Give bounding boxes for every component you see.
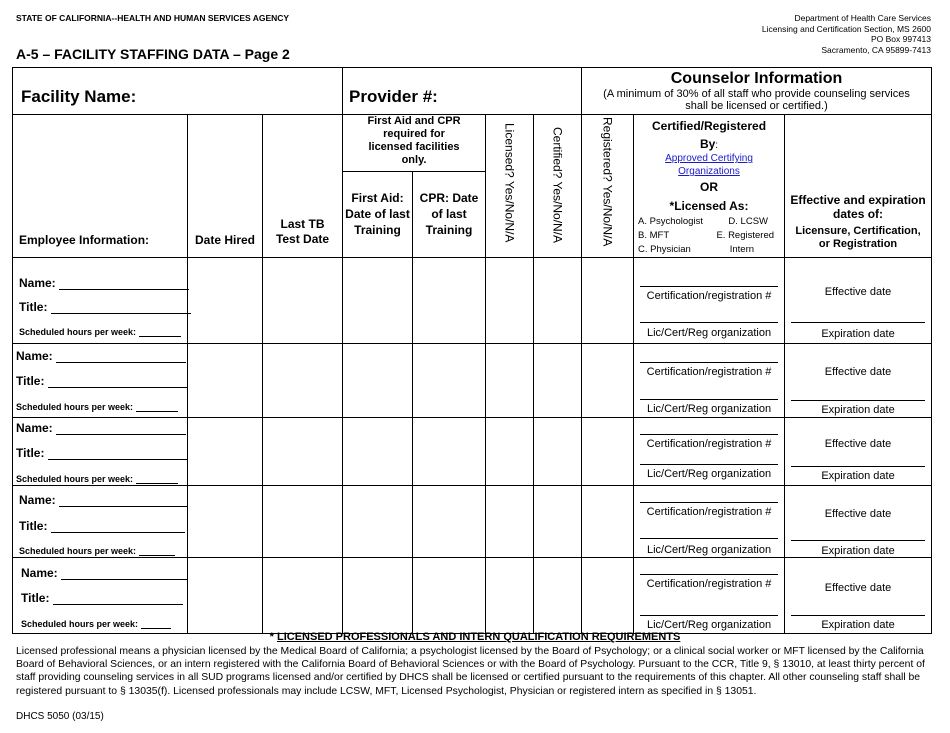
employee-info-cell[interactable]	[13, 344, 188, 418]
hours-input[interactable]	[139, 324, 181, 337]
org-label: Lic/Cert/Reg organization	[646, 327, 772, 339]
first-aid-cell[interactable]	[343, 486, 413, 558]
facility-name-label: Facility Name:	[21, 87, 137, 106]
licensed-as-label: Licensed As:	[674, 199, 749, 213]
name-input[interactable]	[59, 494, 187, 507]
cert-reg-cell[interactable]	[634, 558, 785, 634]
org-label: Lic/Cert/Reg organization	[646, 619, 772, 631]
last-tb-cell[interactable]	[263, 418, 343, 486]
agency-name: STATE OF CALIFORNIA--HEALTH AND HUMAN SERVICES AGENCY	[16, 13, 290, 23]
licensed-cell[interactable]	[486, 486, 534, 558]
expiration-date-label: Expiration date	[821, 470, 895, 482]
date-hired-cell[interactable]	[188, 558, 263, 634]
expiration-date-label: Expiration date	[821, 619, 895, 631]
title-input[interactable]	[51, 520, 185, 533]
first-aid-cell[interactable]	[343, 344, 413, 418]
cert-reg-cell[interactable]	[634, 258, 785, 344]
cpr-header	[413, 171, 486, 257]
hours-input[interactable]	[136, 471, 178, 484]
cert-number-label: Certification/registration #	[646, 506, 772, 518]
dates-cell[interactable]	[785, 418, 932, 486]
employee-info-label: Employee Information:	[19, 233, 150, 247]
staffing-table	[12, 67, 932, 634]
certified-header	[534, 115, 582, 258]
cert-number-label: Certification/registration #	[646, 366, 772, 378]
counselor-info-header	[582, 68, 932, 115]
option-b: B. MFT	[638, 230, 670, 241]
last-tb-cell[interactable]	[263, 486, 343, 558]
employee-row	[13, 344, 932, 418]
first-aid-cell[interactable]	[343, 258, 413, 344]
hours-label: Scheduled hours per week:	[19, 546, 137, 556]
registered-cell[interactable]	[582, 344, 634, 418]
title-input[interactable]	[53, 592, 183, 605]
org-label: Lic/Cert/Reg organization	[646, 403, 772, 415]
last-tb-cell[interactable]	[263, 558, 343, 634]
title-label: Title:	[16, 374, 45, 388]
certified-cell[interactable]	[534, 258, 582, 344]
first-aid-cpr-header	[343, 115, 486, 172]
hours-label: Scheduled hours per week:	[16, 474, 134, 484]
cpr-cell[interactable]	[413, 558, 486, 634]
name-label: Name:	[21, 566, 58, 580]
employee-row	[13, 486, 932, 558]
last-tb-cell[interactable]	[263, 258, 343, 344]
title-label: Title:	[21, 591, 50, 605]
licensed-as-star: *	[669, 199, 675, 213]
cpr-cell[interactable]	[413, 344, 486, 418]
date-hired-cell[interactable]	[188, 258, 263, 344]
name-input[interactable]	[56, 350, 186, 363]
hours-label: Scheduled hours per week:	[19, 327, 137, 337]
effective-date-label: Effective date	[824, 438, 892, 450]
footer-heading-text: LICENSED PROFESSIONALS AND INTERN QUALIFICATION REQUIREMENTS	[276, 631, 681, 643]
option-c: C. Physician	[638, 244, 691, 255]
dates-cell[interactable]	[785, 558, 932, 634]
dept-pobox: PO Box 997413	[870, 34, 931, 44]
last-tb-label: Last TB Test Date	[275, 217, 330, 246]
effective-date-label: Effective date	[824, 366, 892, 378]
footer-star: *	[269, 631, 274, 643]
first-aid-header	[343, 171, 413, 257]
certified-cell[interactable]	[534, 486, 582, 558]
employee-info-cell[interactable]	[13, 418, 188, 486]
first-aid-cell[interactable]	[343, 418, 413, 486]
cert-reg-header	[634, 115, 785, 258]
date-hired-cell[interactable]	[188, 486, 263, 558]
cert-reg-label: Certified/Registered	[652, 119, 767, 133]
by-label: By	[699, 137, 716, 151]
hours-label: Scheduled hours per week:	[21, 619, 139, 629]
expiration-date-label: Expiration date	[821, 328, 895, 340]
org-label: Lic/Cert/Reg organization	[646, 544, 772, 556]
title-label: Title:	[16, 446, 45, 460]
cert-reg-cell[interactable]	[634, 344, 785, 418]
counselor-note: (A minimum of 30% of all staff who provide counseling services shall be licensed or certified.)	[603, 88, 910, 112]
option-d: D. LCSW	[728, 216, 769, 227]
first-aid-cpr-label: First Aid and CPR required for licensed facilities only.	[367, 115, 461, 166]
registered-cell[interactable]	[582, 486, 634, 558]
licensure-label: Licensure, Certification, or Registration	[795, 225, 921, 250]
name-label: Name:	[19, 276, 56, 290]
employee-row	[13, 418, 932, 486]
licensed-cell[interactable]	[486, 418, 534, 486]
option-a: A. Psychologist	[638, 216, 703, 227]
effective-dates-header	[785, 115, 932, 258]
dept-section: Licensing and Certification Section, MS 2600	[761, 23, 931, 34]
last-tb-header	[263, 115, 343, 258]
expiration-date-label: Expiration date	[821, 545, 895, 557]
approved-orgs-link[interactable]: Approved Certifying Organizations	[665, 153, 753, 177]
provider-number-field[interactable]	[343, 68, 582, 115]
option-e: E. Registered	[716, 230, 775, 241]
name-input[interactable]	[59, 277, 189, 290]
employee-row	[13, 558, 932, 634]
cert-reg-cell[interactable]	[634, 486, 785, 558]
dates-cell[interactable]	[785, 486, 932, 558]
certified-cell[interactable]	[534, 344, 582, 418]
cert-number-label: Certification/registration #	[646, 578, 772, 590]
cert-number-label: Certification/registration #	[646, 438, 772, 450]
date-hired-label: Date Hired	[194, 233, 256, 247]
certified-cell[interactable]	[534, 558, 582, 634]
department-address	[762, 13, 931, 55]
license-options	[634, 213, 784, 257]
footer-heading	[0, 631, 950, 643]
dates-cell[interactable]	[785, 258, 932, 344]
registered-cell[interactable]	[582, 418, 634, 486]
last-tb-cell[interactable]	[263, 344, 343, 418]
dept-city: Sacramento, CA 95899-7413	[821, 44, 931, 55]
effective-date-label: Effective date	[824, 508, 892, 520]
expiration-date-label: Expiration date	[821, 404, 895, 416]
name-input[interactable]	[61, 567, 187, 580]
employee-row	[13, 258, 932, 344]
date-hired-header	[188, 115, 263, 258]
registered-cell[interactable]	[582, 558, 634, 634]
certified-cell[interactable]	[534, 418, 582, 486]
registered-cell[interactable]	[582, 258, 634, 344]
cpr-cell[interactable]	[413, 258, 486, 344]
employee-info-header	[13, 115, 188, 258]
counselor-title: Counselor Information	[670, 70, 843, 87]
name-label: Name:	[16, 421, 53, 435]
option-e-intern: Intern	[729, 244, 755, 255]
hours-input[interactable]	[136, 399, 178, 412]
effective-date-label: Effective date	[824, 286, 892, 298]
date-hired-cell[interactable]	[188, 418, 263, 486]
or-label: OR	[700, 180, 719, 194]
effective-date-label: Effective date	[824, 582, 892, 594]
hours-input[interactable]	[139, 543, 175, 556]
title-label: Title:	[19, 300, 48, 314]
certified-label: Certified? Yes/No/N/A	[550, 127, 565, 244]
footer-body: Licensed professional means a physician licensed by the Medical Board of California; a psychologist licensed by the Board of Psychology; or a clinical social worker or MFT licensed by the California Board of Behavioral Sciences, or an intern registered with the California Board of Behavioral Sciences or with the Board of Psychology. Pursuant to the CCR, Title 9, § 13010, at least thirty percent of staff providing counseling services in all SUD programs licensed and/or certified by DHCS shall be licensed or certified pursuant to the requirements of this chapter. All other counseling staff shall be registered pursuant to § 13035(f). Licensed professionals may include LCSW, MFT, Licensed Psychologist, Physician or registered intern as specified in § 13051.	[16, 646, 925, 697]
provider-label: Provider #:	[349, 87, 438, 106]
hours-input[interactable]	[141, 616, 171, 629]
cpr-cell[interactable]	[413, 486, 486, 558]
title-input[interactable]	[51, 301, 191, 314]
dates-cell[interactable]	[785, 344, 932, 418]
registered-label: Registered? Yes/No/N/A	[600, 117, 615, 247]
cert-reg-cell[interactable]	[634, 418, 785, 486]
title-label: Title:	[19, 519, 48, 533]
licensed-label: Licensed? Yes/No/N/A	[502, 123, 517, 243]
licensed-cell[interactable]	[486, 258, 534, 344]
hours-label: Scheduled hours per week:	[16, 402, 134, 412]
title-input[interactable]	[48, 447, 188, 460]
by-colon: :	[715, 140, 719, 151]
first-aid-label: First Aid: Date of last Training	[345, 191, 410, 238]
effective-label: Effective and expiration dates of:	[790, 193, 926, 221]
name-input[interactable]	[56, 422, 186, 435]
name-label: Name:	[19, 493, 56, 507]
org-label: Lic/Cert/Reg organization	[646, 468, 772, 480]
cpr-cell[interactable]	[413, 418, 486, 486]
licensed-cell[interactable]	[486, 344, 534, 418]
first-aid-cell[interactable]	[343, 558, 413, 634]
licensed-header	[486, 115, 534, 258]
employee-info-cell[interactable]	[13, 258, 188, 344]
employee-info-cell[interactable]	[13, 558, 188, 634]
cert-number-label: Certification/registration #	[646, 290, 772, 302]
form-title: A-5 – FACILITY STAFFING DATA – Page 2	[16, 46, 290, 62]
licensed-cell[interactable]	[486, 558, 534, 634]
form-number: DHCS 5050 (03/15)	[16, 711, 104, 722]
employee-info-cell[interactable]	[13, 486, 188, 558]
dept-name: Department of Health Care Services	[794, 13, 931, 23]
title-input[interactable]	[48, 375, 188, 388]
cpr-label: CPR: Date of last Training	[419, 191, 479, 238]
name-label: Name:	[16, 349, 53, 363]
date-hired-cell[interactable]	[188, 344, 263, 418]
registered-header	[582, 115, 634, 258]
facility-name-field[interactable]	[13, 68, 343, 115]
